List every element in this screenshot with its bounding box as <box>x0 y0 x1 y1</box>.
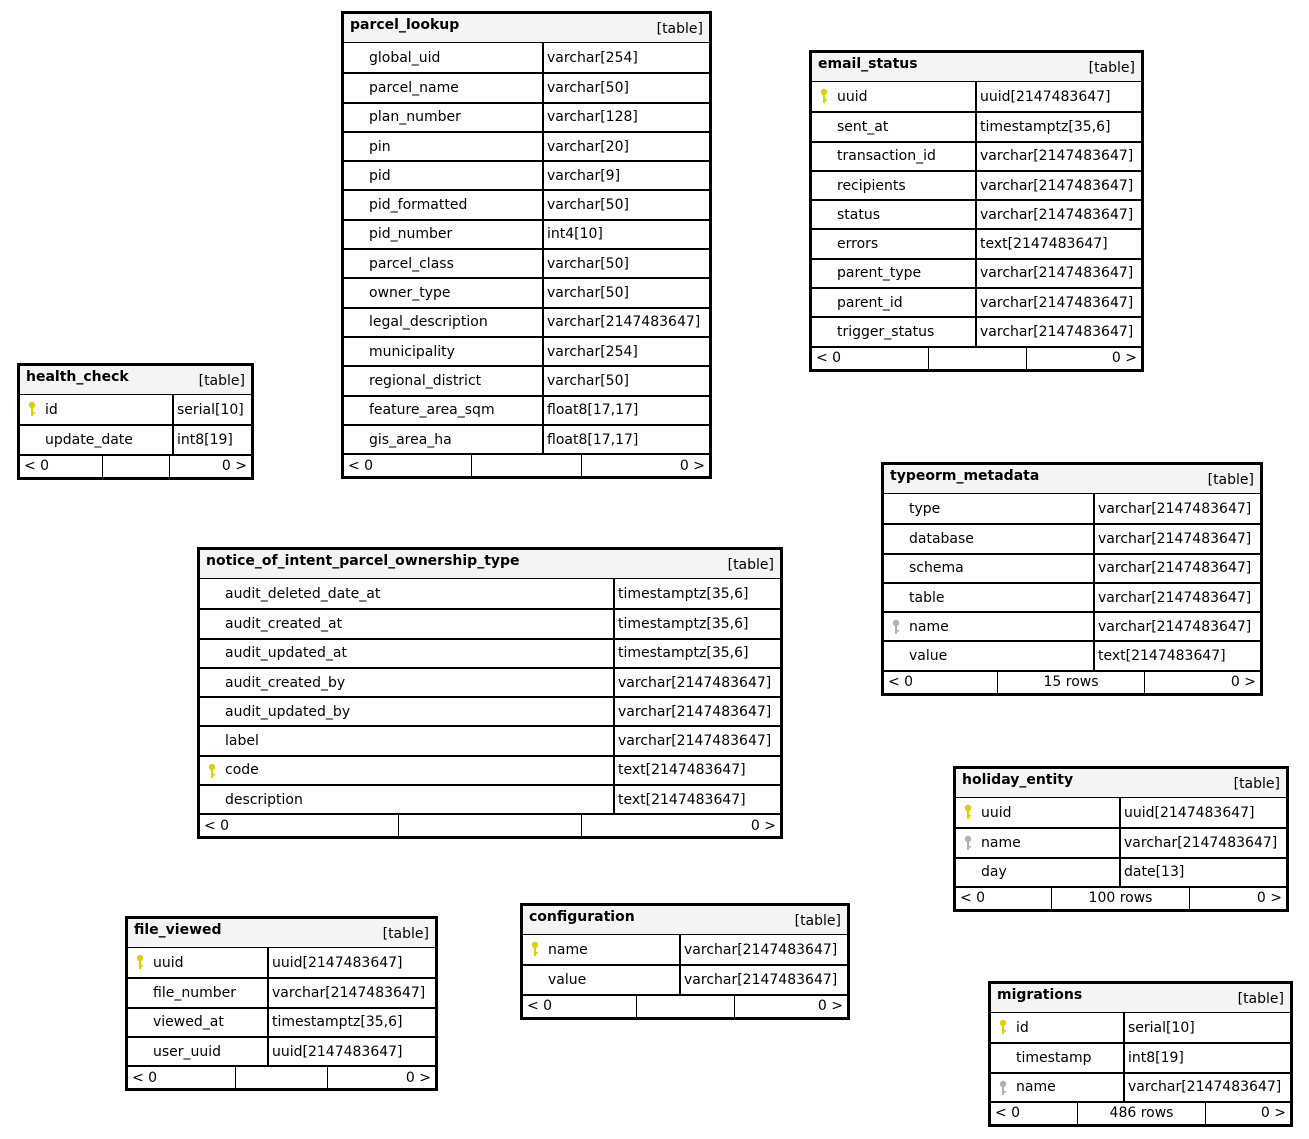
column-type: varchar[2147483647] <box>980 294 1134 311</box>
column-row[interactable] <box>344 131 709 160</box>
table-footer <box>991 1101 1290 1124</box>
parent-count[interactable]: < 0 <box>812 348 929 369</box>
column-list <box>884 494 1260 670</box>
parent-count[interactable]: < 0 <box>20 456 103 477</box>
column-list <box>20 395 251 454</box>
column-type: varchar[254] <box>547 343 638 360</box>
row-count <box>399 815 582 836</box>
column-type: varchar[2147483647] <box>1098 560 1252 577</box>
table-kind: [table] <box>1207 472 1254 488</box>
column-name-cell <box>344 426 544 453</box>
column-name: timestamp <box>1016 1049 1092 1066</box>
column-type: varchar[128] <box>547 109 638 126</box>
column-type: date[13] <box>1124 864 1185 881</box>
column-name-cell <box>200 610 615 637</box>
column-name-cell <box>344 338 544 365</box>
column-type: timestamptz[35,6] <box>618 645 749 662</box>
column-row[interactable] <box>523 964 847 993</box>
column-name: audit_updated_by <box>225 703 351 720</box>
column-row[interactable] <box>884 553 1260 582</box>
column-type: varchar[2147483647] <box>547 314 701 331</box>
table-kind: [table] <box>1233 776 1280 792</box>
table-footer <box>20 454 251 477</box>
column-row[interactable] <box>344 219 709 248</box>
table-configuration[interactable] <box>520 903 850 1020</box>
column-row[interactable] <box>200 784 780 813</box>
column-name: pid_number <box>369 226 453 243</box>
column-name-cell <box>884 494 1095 523</box>
column-list <box>523 935 847 994</box>
table-migrations[interactable] <box>988 981 1293 1127</box>
column-row[interactable] <box>344 102 709 131</box>
primary-key-icon <box>998 1019 1008 1035</box>
table-name[interactable]: configuration <box>529 909 635 925</box>
column-name: user_uuid <box>153 1043 222 1060</box>
column-type: varchar[20] <box>547 138 629 155</box>
primary-key-icon <box>530 941 540 957</box>
table-name[interactable]: holiday_entity <box>962 772 1074 788</box>
column-type: varchar[2147483647] <box>980 206 1134 223</box>
column-row[interactable] <box>812 111 1141 140</box>
table-name[interactable]: email_status <box>818 56 918 72</box>
column-type: varchar[2147483647] <box>980 148 1134 165</box>
column-name-cell <box>200 727 615 754</box>
parent-count[interactable]: < 0 <box>128 1067 236 1088</box>
row-count: 100 rows <box>1052 888 1190 909</box>
column-type: text[2147483647] <box>618 762 746 779</box>
column-name: uuid <box>981 804 1012 821</box>
column-row[interactable] <box>200 696 780 725</box>
column-name-cell <box>812 318 977 345</box>
table-kind: [table] <box>1088 60 1135 76</box>
column-name: schema <box>909 560 964 577</box>
column-list <box>344 43 709 453</box>
column-row[interactable] <box>20 395 251 424</box>
column-name: pid_formatted <box>369 197 468 214</box>
column-type: serial[10] <box>1128 1019 1195 1036</box>
column-name-cell <box>812 82 977 111</box>
column-type: varchar[9] <box>547 167 621 184</box>
column-type: text[2147483647] <box>980 236 1108 253</box>
parent-count[interactable]: < 0 <box>956 888 1052 909</box>
column-name: recipients <box>837 177 906 194</box>
column-type: varchar[2147483647] <box>1098 500 1252 517</box>
column-name: label <box>225 733 259 750</box>
column-type: float8[17,17] <box>547 431 639 448</box>
column-name-cell <box>812 113 977 140</box>
column-name-cell <box>956 859 1121 886</box>
column-row[interactable] <box>344 248 709 277</box>
column-name: pid <box>369 167 391 184</box>
column-name: id <box>1016 1019 1029 1036</box>
column-row[interactable] <box>884 494 1260 523</box>
column-type: varchar[2147483647] <box>272 984 426 1001</box>
column-row[interactable] <box>200 579 780 608</box>
column-row[interactable] <box>20 424 251 453</box>
column-name: parcel_class <box>369 255 454 272</box>
column-name-cell <box>523 935 681 964</box>
column-name-cell <box>200 786 615 813</box>
column-type: text[2147483647] <box>618 791 746 808</box>
column-name: audit_created_by <box>225 674 346 691</box>
column-type: varchar[2147483647] <box>618 703 772 720</box>
column-name: update_date <box>45 431 133 448</box>
column-row[interactable] <box>956 798 1286 827</box>
column-name: global_uid <box>369 49 441 66</box>
column-type: varchar[2147483647] <box>1098 618 1252 635</box>
column-row[interactable] <box>344 395 709 424</box>
table-header <box>812 53 1141 82</box>
table-header <box>128 919 435 948</box>
parent-count[interactable]: < 0 <box>344 455 472 476</box>
column-type: uuid[2147483647] <box>980 88 1111 105</box>
parent-count[interactable]: < 0 <box>200 815 399 836</box>
table-header <box>991 984 1290 1013</box>
row-count: 486 rows <box>1078 1103 1206 1124</box>
column-name: owner_type <box>369 285 451 302</box>
child-count[interactable]: 0 > <box>1230 674 1256 691</box>
column-name-cell <box>812 289 977 316</box>
column-row[interactable] <box>884 611 1260 640</box>
column-name-cell <box>200 698 615 725</box>
column-row[interactable] <box>812 258 1141 287</box>
column-name-cell <box>344 162 544 189</box>
column-row[interactable] <box>812 287 1141 316</box>
column-list <box>200 579 780 813</box>
column-type: varchar[50] <box>547 372 629 389</box>
column-row[interactable] <box>128 1007 435 1036</box>
column-name: parcel_name <box>369 79 459 96</box>
table-name[interactable]: parcel_lookup <box>350 17 460 33</box>
column-name-cell <box>884 613 1095 640</box>
column-name: table <box>909 589 945 606</box>
column-name: name <box>548 941 588 958</box>
primary-key-icon <box>207 763 217 779</box>
column-name: viewed_at <box>153 1014 224 1031</box>
column-name-cell <box>344 191 544 218</box>
column-name: day <box>981 864 1007 881</box>
column-type: int4[10] <box>547 226 603 243</box>
column-name-cell <box>956 829 1121 856</box>
column-name: plan_number <box>369 109 461 126</box>
table-kind: [table] <box>727 557 774 573</box>
row-count <box>637 996 735 1017</box>
index-key-icon <box>998 1080 1008 1096</box>
column-row[interactable] <box>200 725 780 754</box>
column-name: parent_type <box>837 265 922 282</box>
column-name-cell <box>884 584 1095 611</box>
column-type: timestamptz[35,6] <box>618 585 749 602</box>
primary-key-icon <box>963 804 973 820</box>
column-name-cell <box>991 1074 1125 1101</box>
column-name-cell <box>344 74 544 101</box>
column-name: audit_created_at <box>225 615 343 632</box>
table-name[interactable]: migrations <box>997 987 1083 1003</box>
column-type: uuid[2147483647] <box>272 954 403 971</box>
table-header <box>344 14 709 43</box>
table-email-status[interactable] <box>809 50 1144 372</box>
column-type: varchar[2147483647] <box>1098 589 1252 606</box>
column-row[interactable] <box>200 638 780 667</box>
column-row[interactable] <box>812 141 1141 170</box>
column-name: sent_at <box>837 118 889 135</box>
column-name-cell <box>812 260 977 287</box>
column-row[interactable] <box>812 228 1141 257</box>
column-name: audit_deleted_date_at <box>225 585 381 602</box>
column-row[interactable] <box>956 827 1286 856</box>
column-name: municipality <box>369 343 455 360</box>
parent-count[interactable]: < 0 <box>523 996 637 1017</box>
child-count[interactable]: 0 > <box>1111 350 1137 367</box>
column-name-cell <box>884 525 1095 552</box>
column-row[interactable] <box>812 82 1141 111</box>
column-name-cell <box>344 133 544 160</box>
column-name-cell <box>344 279 544 306</box>
index-key-icon <box>891 619 901 635</box>
column-row[interactable] <box>200 608 780 637</box>
table-footer <box>812 346 1141 369</box>
column-type: int8[19] <box>177 431 233 448</box>
table-footer <box>128 1065 435 1088</box>
column-name: legal_description <box>369 314 488 331</box>
column-name-cell <box>344 397 544 424</box>
column-name-cell <box>20 395 174 424</box>
column-name-cell <box>812 172 977 199</box>
column-name-cell <box>884 642 1095 669</box>
column-name: uuid <box>153 954 184 971</box>
child-count[interactable]: 0 > <box>405 1069 431 1086</box>
column-name: parent_id <box>837 294 903 311</box>
column-type: varchar[50] <box>547 285 629 302</box>
primary-key-icon <box>819 88 829 104</box>
column-name: name <box>1016 1079 1056 1096</box>
column-name-cell <box>20 426 174 453</box>
table-holiday-entity[interactable] <box>953 766 1289 912</box>
column-list <box>128 948 435 1065</box>
column-type: varchar[2147483647] <box>684 971 838 988</box>
column-list <box>956 798 1286 886</box>
child-count[interactable]: 0 > <box>221 458 247 475</box>
column-row[interactable] <box>344 424 709 453</box>
column-row[interactable] <box>128 1036 435 1065</box>
column-name: gis_area_ha <box>369 431 452 448</box>
column-name-cell <box>344 367 544 394</box>
column-name: value <box>548 971 587 988</box>
table-header <box>884 465 1260 494</box>
column-name-cell <box>344 250 544 277</box>
column-name: uuid <box>837 88 868 105</box>
column-type: varchar[254] <box>547 49 638 66</box>
column-row[interactable] <box>344 160 709 189</box>
column-name: trigger_status <box>837 324 935 341</box>
column-row[interactable] <box>344 365 709 394</box>
column-row[interactable] <box>812 170 1141 199</box>
column-name-cell <box>128 979 269 1006</box>
column-row[interactable] <box>523 935 847 964</box>
column-list <box>812 82 1141 346</box>
column-type: timestamptz[35,6] <box>618 615 749 632</box>
table-header <box>20 366 251 395</box>
column-type: varchar[2147483647] <box>980 324 1134 341</box>
column-type: varchar[2147483647] <box>1128 1079 1282 1096</box>
table-typeorm-metadata[interactable] <box>881 462 1263 696</box>
table-footer <box>884 670 1260 693</box>
column-row[interactable] <box>344 72 709 101</box>
column-name-cell <box>991 1044 1125 1071</box>
column-row[interactable] <box>812 199 1141 228</box>
column-name: feature_area_sqm <box>369 402 495 419</box>
column-name: database <box>909 530 974 547</box>
table-header <box>523 906 847 935</box>
column-name: file_number <box>153 984 236 1001</box>
column-name: errors <box>837 236 879 253</box>
column-name-cell <box>128 1038 269 1065</box>
column-type: varchar[2147483647] <box>980 265 1134 282</box>
column-row[interactable] <box>991 1013 1290 1042</box>
column-name-cell <box>344 43 544 72</box>
column-row[interactable] <box>128 977 435 1006</box>
column-name-cell <box>991 1013 1125 1042</box>
table-footer <box>200 813 780 836</box>
column-row[interactable] <box>200 667 780 696</box>
column-row[interactable] <box>812 316 1141 345</box>
column-type: varchar[50] <box>547 197 629 214</box>
primary-key-icon <box>135 954 145 970</box>
column-name: type <box>909 500 941 517</box>
column-type: varchar[2147483647] <box>980 177 1134 194</box>
table-name[interactable]: file_viewed <box>134 922 222 938</box>
table-kind: [table] <box>656 21 703 37</box>
column-type: varchar[2147483647] <box>618 674 772 691</box>
child-count[interactable]: 0 > <box>750 817 776 834</box>
column-type: varchar[2147483647] <box>1098 530 1252 547</box>
column-row[interactable] <box>200 755 780 784</box>
column-type: text[2147483647] <box>1098 648 1226 665</box>
column-row[interactable] <box>344 277 709 306</box>
column-name-cell <box>344 309 544 336</box>
column-name-cell <box>884 555 1095 582</box>
column-name: regional_district <box>369 372 482 389</box>
table-footer <box>344 453 709 476</box>
column-name-cell <box>200 579 615 608</box>
column-name-cell <box>200 669 615 696</box>
column-row[interactable] <box>128 948 435 977</box>
row-count <box>103 456 170 477</box>
table-kind: [table] <box>382 926 429 942</box>
table-name[interactable]: notice_of_intent_parcel_ownership_type <box>206 553 520 569</box>
table-kind: [table] <box>1237 991 1284 1007</box>
column-list <box>991 1013 1290 1101</box>
column-type: uuid[2147483647] <box>1124 804 1255 821</box>
table-footer <box>523 994 847 1017</box>
column-name: audit_updated_at <box>225 645 348 662</box>
column-name: description <box>225 791 303 808</box>
column-type: varchar[2147483647] <box>684 941 838 958</box>
column-row[interactable] <box>884 582 1260 611</box>
column-name: id <box>45 401 58 418</box>
column-name-cell <box>200 757 615 784</box>
primary-key-icon <box>27 401 37 417</box>
row-count <box>236 1067 328 1088</box>
column-type: varchar[2147483647] <box>618 733 772 750</box>
column-row[interactable] <box>991 1072 1290 1101</box>
table-notice-of-intent-parcel-ownership-type[interactable] <box>197 547 783 839</box>
table-name[interactable]: health_check <box>26 369 129 385</box>
parent-count[interactable]: < 0 <box>884 672 998 693</box>
table-header <box>200 550 780 579</box>
column-name-cell <box>344 221 544 248</box>
column-name: name <box>981 834 1021 851</box>
column-name-cell <box>128 948 269 977</box>
column-type: serial[10] <box>177 401 244 418</box>
column-name-cell <box>200 640 615 667</box>
table-kind: [table] <box>198 373 245 389</box>
column-name-cell <box>344 104 544 131</box>
column-type: int8[19] <box>1128 1049 1184 1066</box>
table-file-viewed[interactable] <box>125 916 438 1091</box>
column-type: varchar[2147483647] <box>1124 834 1278 851</box>
column-name-cell <box>956 798 1121 827</box>
column-name-cell <box>812 143 977 170</box>
column-name: pin <box>369 138 391 155</box>
column-row[interactable] <box>344 336 709 365</box>
row-count: 15 rows <box>998 672 1145 693</box>
row-count <box>472 455 582 476</box>
column-name: status <box>837 206 881 223</box>
column-row[interactable] <box>884 640 1260 669</box>
column-row[interactable] <box>991 1042 1290 1071</box>
column-name-cell <box>523 966 681 993</box>
column-type: varchar[50] <box>547 255 629 272</box>
column-row[interactable] <box>884 523 1260 552</box>
table-footer <box>956 886 1286 909</box>
table-parcel-lookup[interactable] <box>341 11 712 479</box>
column-row[interactable] <box>956 857 1286 886</box>
column-name-cell <box>812 230 977 257</box>
child-count[interactable]: 0 > <box>679 457 705 474</box>
parent-count[interactable]: < 0 <box>991 1103 1078 1124</box>
table-kind: [table] <box>794 913 841 929</box>
column-type: uuid[2147483647] <box>272 1043 403 1060</box>
column-type: float8[17,17] <box>547 402 639 419</box>
column-type: varchar[50] <box>547 79 629 96</box>
column-name: name <box>909 618 949 635</box>
column-row[interactable] <box>344 307 709 336</box>
child-count[interactable]: 0 > <box>1260 1105 1286 1122</box>
column-name: code <box>225 762 259 779</box>
column-name: transaction_id <box>837 148 936 165</box>
column-name-cell <box>128 1009 269 1036</box>
table-name[interactable]: typeorm_metadata <box>890 468 1040 484</box>
child-count[interactable]: 0 > <box>817 998 843 1015</box>
index-key-icon <box>963 835 973 851</box>
column-type: timestamptz[35,6] <box>272 1014 403 1031</box>
column-name-cell <box>812 201 977 228</box>
column-row[interactable] <box>344 189 709 218</box>
table-health-check[interactable] <box>17 363 254 480</box>
column-row[interactable] <box>344 43 709 72</box>
column-name: value <box>909 648 948 665</box>
column-type: timestamptz[35,6] <box>980 118 1111 135</box>
child-count[interactable]: 0 > <box>1256 890 1282 907</box>
row-count <box>929 348 1027 369</box>
table-header <box>956 769 1286 798</box>
